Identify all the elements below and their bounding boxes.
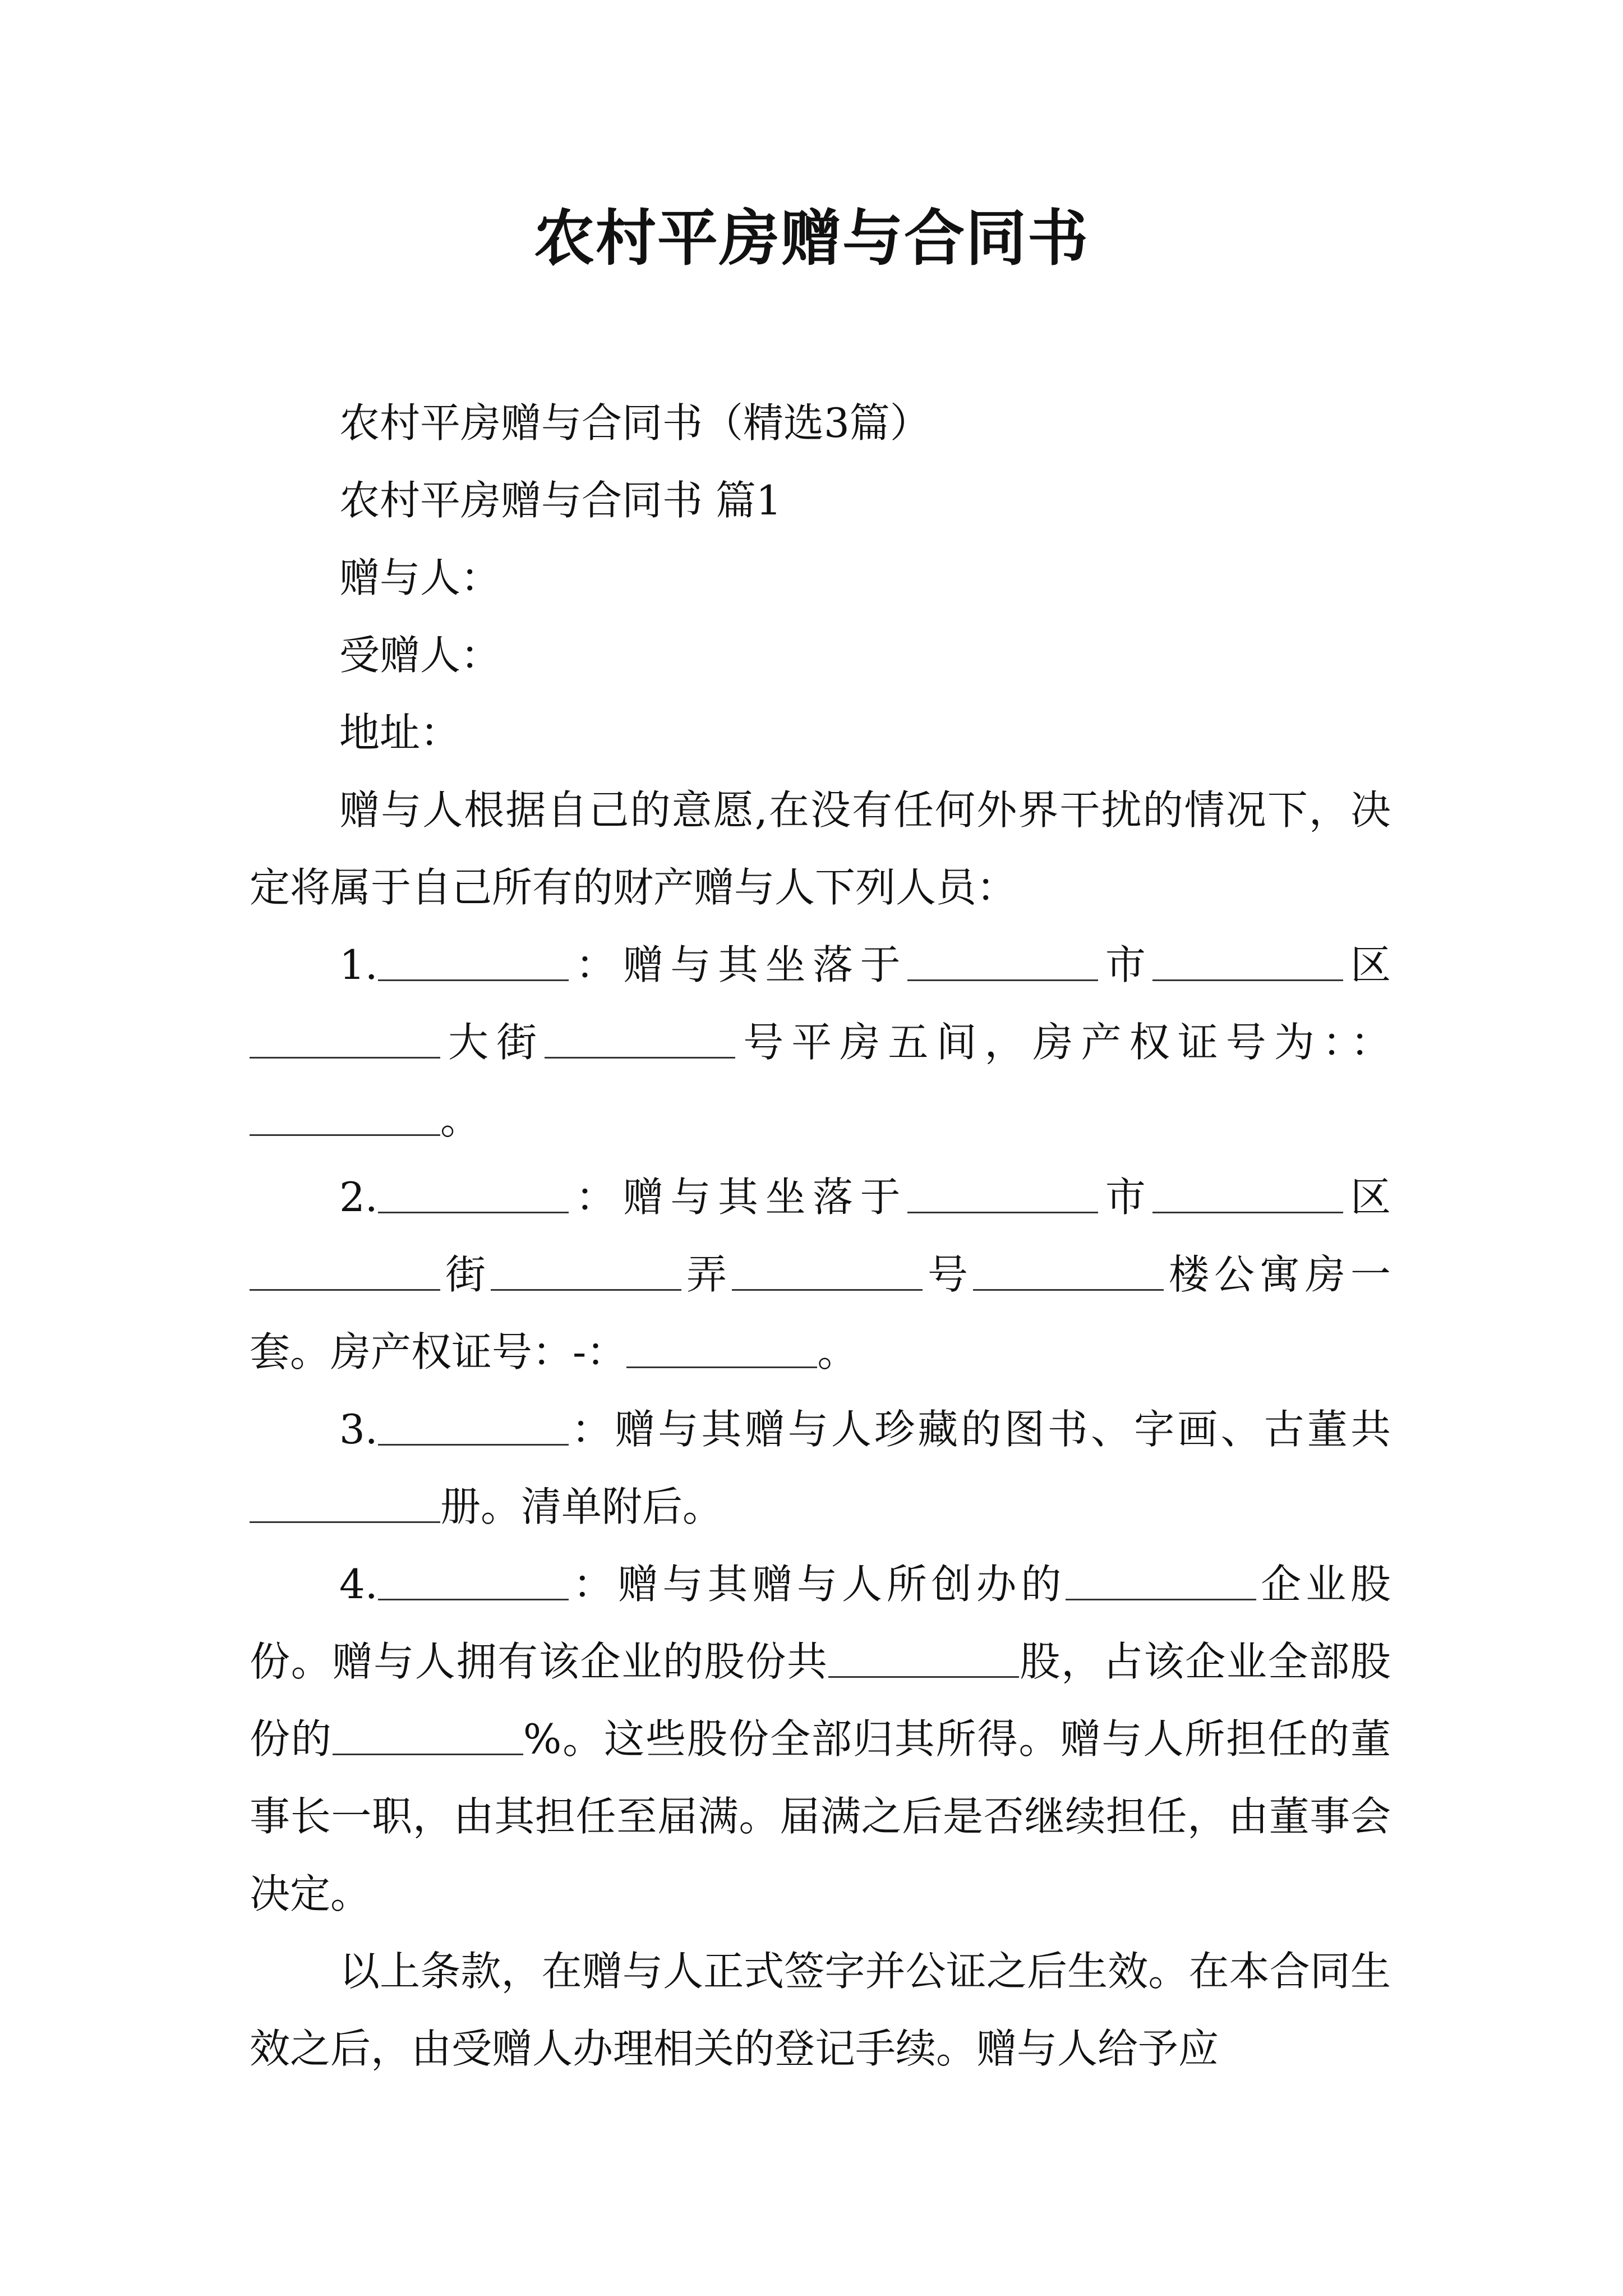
blank-line: [250, 1483, 440, 1522]
blank-line: [250, 1096, 440, 1135]
document-title: 农村平房赠与合同书: [533, 203, 1089, 274]
clause-3-number: 3.: [339, 1406, 378, 1453]
document-body: [250, 384, 1391, 2087]
blank-line: [250, 1250, 440, 1290]
blank-line: [1152, 1173, 1343, 1213]
clause-1: 1. ：赠与其坐落于 市 区大街 号平房五间，房产权证号为：：。: [250, 926, 1391, 1158]
clause-1-number: 1.: [339, 941, 378, 988]
donor-line: 赠与人：: [339, 554, 501, 601]
blank-line: [333, 1715, 523, 1755]
blank-line: [378, 1560, 569, 1600]
blank-line: [907, 1173, 1098, 1213]
blank-line: [378, 1405, 569, 1445]
blank-line: [907, 941, 1098, 981]
donee-line: 受赠人：: [339, 632, 501, 679]
blank-line: [626, 1328, 817, 1368]
intro-paragraph: 赠与人根据自己的意愿,在没有任何外界干扰的情况下，决定将属于自己所有的财产赠与人下列人员：: [250, 786, 1391, 911]
blank-line: [1066, 1560, 1256, 1600]
blank-line: [378, 1173, 569, 1213]
blank-line: [1152, 941, 1343, 981]
address-line: 地址：: [339, 709, 461, 756]
closing-paragraph: 以上条款，在赠与人正式签字并公证之后生效。在本合同生效之后，由受赠人办理相关的登记手续。赠与人给予应: [250, 1948, 1391, 2072]
clause-4-number: 4.: [339, 1561, 378, 1608]
blank-line: [491, 1250, 681, 1290]
blank-line: [250, 1018, 440, 1058]
clause-2-number: 2.: [339, 1174, 378, 1221]
blank-line: [545, 1018, 735, 1058]
subtitle: 农村平房赠与合同书（精选3篇）: [339, 399, 930, 447]
blank-line: [732, 1250, 923, 1290]
blank-line: [378, 941, 569, 981]
clause-2: 2. ：赠与其坐落于 市 区街 弄 号 楼公寓房一套。房产权证号：-： 。: [250, 1174, 1391, 1375]
section-heading: 农村平房赠与合同书 篇1: [339, 477, 782, 524]
clause-4: 4. ：赠与其赠与人所创办的 企业股份。赠与人拥有该企业的股份共 股，占该企业全部股份的 %。这些股份全部归其所得。赠与人所担任的董事长一职，由其担任至届满。届满之后是否继续担任，由董事会决定。: [250, 1561, 1391, 1917]
blank-line: [828, 1637, 1019, 1677]
clause-3: 3. ：赠与其赠与人珍藏的图书、字画、古董共册。清单附后。: [250, 1391, 1391, 1545]
blank-line: [973, 1250, 1164, 1290]
